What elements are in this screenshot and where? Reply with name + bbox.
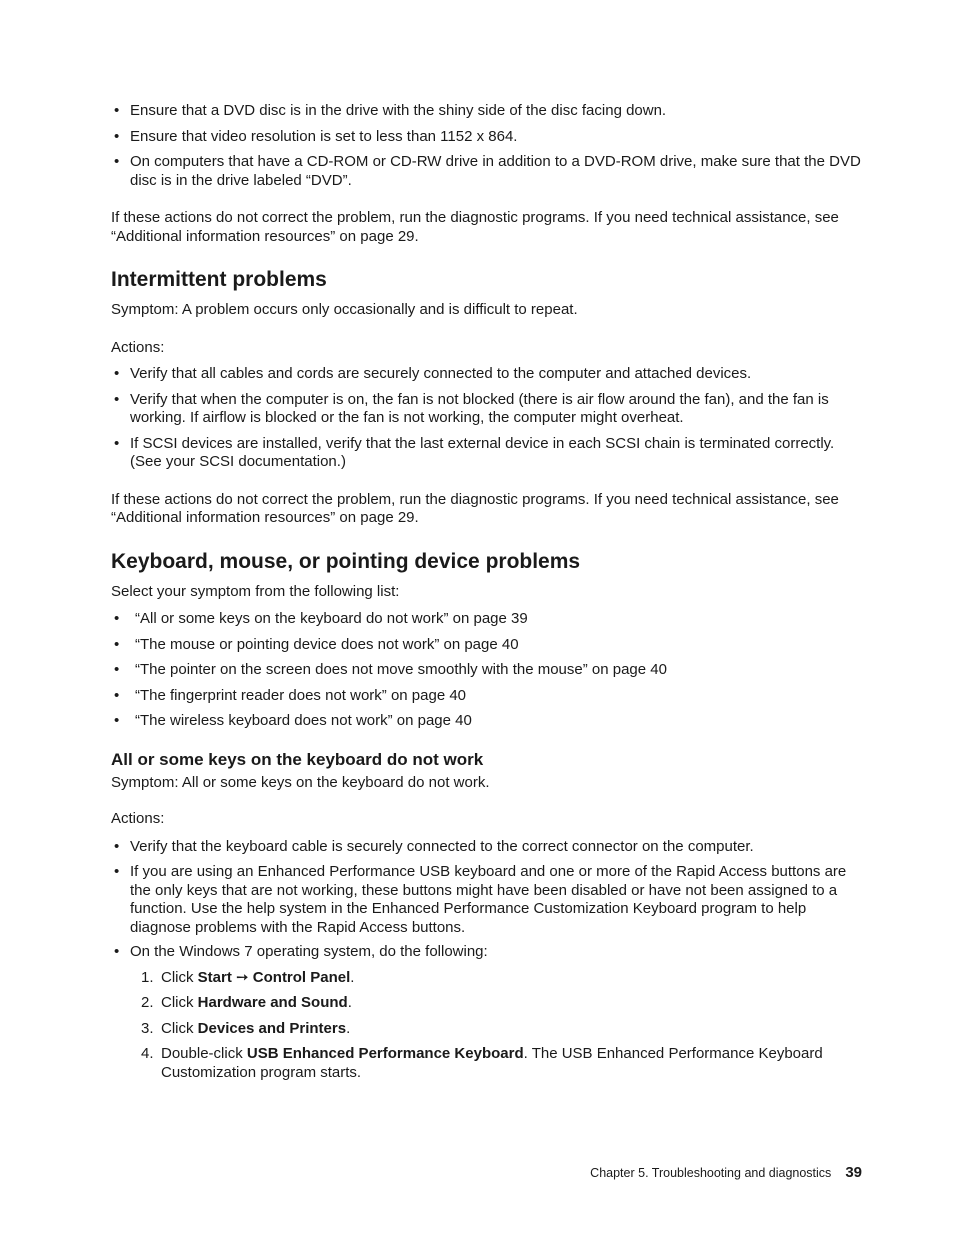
symptom-link[interactable]: • “The fingerprint reader does not work” on page 40 <box>111 687 863 706</box>
page-number: 39 <box>845 1164 862 1181</box>
intro-text: Select your symptom from the following list: <box>111 582 400 600</box>
step-text: Click <box>161 994 198 1011</box>
symptom-text: Symptom: All or some keys on the keyboard do not work. <box>111 773 490 791</box>
step-number: 4. <box>141 1045 154 1062</box>
step-number: 1. <box>141 968 154 986</box>
ui-term-usb-keyboard: USB Enhanced Performance Keyboard <box>246 1045 524 1062</box>
symptom-link[interactable]: • “The mouse or pointing device does not work” on page 40 <box>111 636 863 655</box>
ui-term-devices-and-printers: Devices and Printers <box>197 1019 347 1037</box>
list-item-text: On the Windows 7 operating system, do the following: <box>130 943 488 960</box>
intermittent-actions-list <box>111 365 863 472</box>
list-item: • If you are using an Enhanced Performance USB keyboard and one or more of the Rapid Access buttons are the only keys that are not working, these buttons might have been disabled or have not been assigned to a function. Use the help system in the Enhanced Performance Customization Keyboard program to help diagnose problems with the Rapid Access buttons. <box>111 863 863 937</box>
step-text: . <box>346 1019 351 1037</box>
list-item: • On computers that have a CD-ROM or CD-RW drive in addition to a DVD-ROM drive, make sure that the DVD disc is in the drive labeled “DVD”. <box>111 153 863 190</box>
step-item <box>111 1045 863 1082</box>
step-text: . <box>350 968 355 986</box>
paragraph: If these actions do not correct the problem, run the diagnostic programs. If you need technical assistance, see “Additional information resources” on page 29. <box>111 209 839 245</box>
step-item <box>111 1020 863 1039</box>
list-item <box>111 943 863 962</box>
symptom-link[interactable]: • “The wireless keyboard does not work” on page 40 <box>111 712 863 731</box>
step-text: Click <box>161 968 198 986</box>
arrow-icon: ➙ <box>236 968 249 986</box>
footer-chapter: Chapter 5. Troubleshooting and diagnostics <box>590 1166 832 1180</box>
symptom-link[interactable]: • “The pointer on the screen does not move smoothly with the mouse” on page 40 <box>111 661 863 680</box>
step-number: 3. <box>141 1019 154 1037</box>
actions-label: Actions: <box>111 810 165 827</box>
step-number: 2. <box>141 994 154 1011</box>
list-item: • Ensure that a DVD disc is in the drive with the shiny side of the disc facing down. <box>111 102 863 121</box>
page-footer <box>590 1164 862 1183</box>
step-item <box>111 969 863 988</box>
ui-term-control-panel: Control Panel <box>252 968 351 986</box>
step-item <box>111 994 863 1013</box>
ui-term-start: Start <box>197 968 232 986</box>
dvd-checks-list <box>111 102 863 190</box>
section-heading-intermittent: Intermittent problems <box>111 268 327 291</box>
keys-actions-list <box>111 838 863 962</box>
symptom-link[interactable]: • “All or some keys on the keyboard do not work” on page 39 <box>111 610 863 629</box>
list-item: • If SCSI devices are installed, verify that the last external device in each SCSI chain is terminated correctly. (See your SCSI documentation.) <box>111 435 863 472</box>
list-item: • Verify that when the computer is on, the fan is not blocked (there is air flow around the fan), and the fan is working. If airflow is blocked or the fan is not working, the computer might overheat. <box>111 391 863 428</box>
symptom-text: Symptom: A problem occurs only occasionally and is difficult to repeat. <box>111 301 578 318</box>
paragraph: If these actions do not correct the problem, run the diagnostic programs. If you need technical assistance, see “Additional information resources” on page 29. <box>111 490 839 526</box>
subsection-heading-keys: All or some keys on the keyboard do not work <box>111 749 484 769</box>
step-text: . The USB Enhanced Performance Keyboard Customization program starts. <box>161 1045 823 1081</box>
actions-label: Actions: <box>111 338 165 356</box>
section-heading-keyboard: Keyboard, mouse, or pointing device problems <box>111 549 581 573</box>
step-text: Click <box>161 1019 198 1037</box>
symptom-links-list <box>111 610 863 731</box>
list-item: • Verify that all cables and cords are securely connected to the computer and attached devices. <box>111 365 863 384</box>
list-item: • Ensure that video resolution is set to less than 1152 x 864. <box>111 128 863 147</box>
document-page <box>111 102 863 1082</box>
list-item: • Verify that the keyboard cable is securely connected to the correct connector on the computer. <box>111 838 863 857</box>
windows-steps-list <box>111 969 863 1083</box>
ui-term-hardware-and-sound: Hardware and Sound <box>197 994 348 1011</box>
step-text: . <box>347 994 352 1011</box>
step-text: Double-click <box>161 1045 247 1062</box>
